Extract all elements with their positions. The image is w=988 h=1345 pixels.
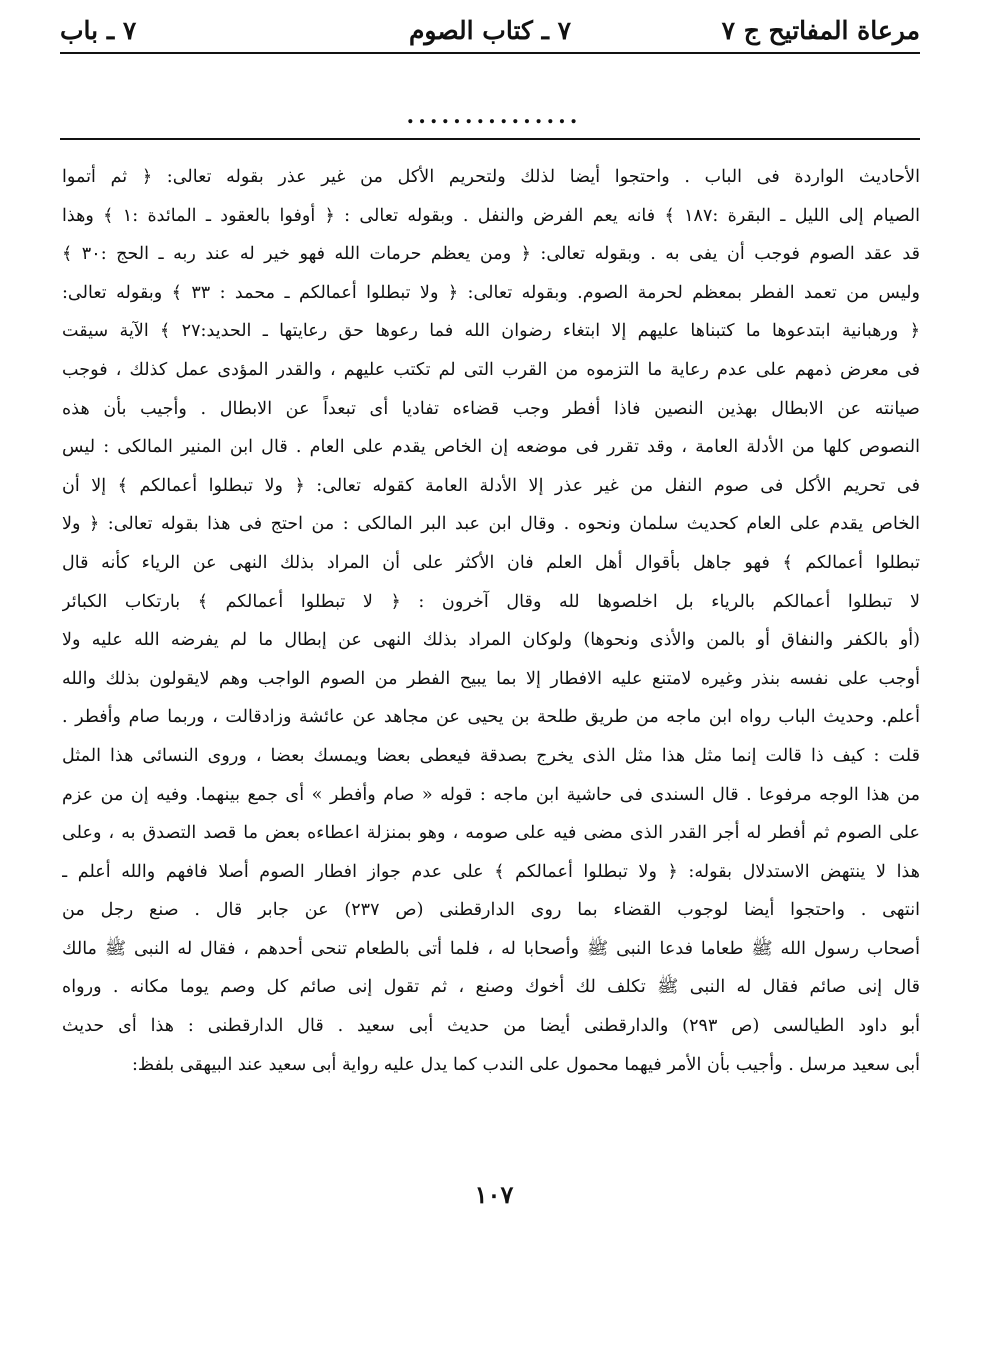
chapter-title: ٧ ـ كتاب الصوم bbox=[408, 16, 572, 45]
text-line: من هذا الوجه مرفوعا . قال السندى فى حاشية ابن ماجه : قوله « صام وأفطر » أى جمع بينهما. وفيه إن من عزم bbox=[62, 784, 920, 805]
text-line: أصحاب رسول الله ﷺ طعاما فدعا النبى ﷺ وأصحابا له ، فلما أتى بالطعام تنحى أحدهم ، فقال له النبى ﷺ مالك bbox=[62, 938, 920, 959]
text-line: الأحاديث الواردة فى الباب . واحتجوا أيضا لذلك ولتحريم الأكل من غير عذر بقوله تعالى: ﴿ ثم أتموا bbox=[62, 167, 920, 187]
text-line: لا تبطلوا أعمالكم بالرياء بل اخلصوها لله وقال آخرون : ﴿ لا تبطلوا أعمالكم ﴾ بارتكاب الكبائر bbox=[62, 591, 920, 612]
text-line: قلت : كيف ذا قالت إنما مثل هذا مثل الذى يخرج بصدقة فيعطى بعضا ويمسك بعضا ، وروى النسائى هذا المثل bbox=[62, 745, 920, 766]
section-rule bbox=[60, 138, 920, 140]
text-line: صيانته عن الابطال بهذين النصين فاذا أفطر وجب قضاءه تفاديا أى تبعداً عن الابطال . وأجيب بأن هذه bbox=[62, 398, 920, 419]
text-line: قد عقد الصوم فوجب أن يفى به . وبقوله تعالى: ﴿ ومن يعظم حرمات الله فهو خير له عند ربه ـ الحج :٣٠ ﴾ bbox=[62, 244, 920, 265]
header-rule bbox=[60, 52, 920, 54]
book-title: مرعاة المفاتيح ج ٧ bbox=[721, 16, 920, 45]
text-line: هذا لا ينتهض الاستدلال بقوله: ﴿ ولا تبطلوا أعمالكم ﴾ على عدم جواز افطار الصوم أصلا فافهم والله أعلم ـ bbox=[62, 861, 920, 882]
section-title: ٧ ـ باب bbox=[60, 16, 137, 45]
page-number: ١٠٧ bbox=[474, 1180, 514, 1209]
ornament-dots: ............... bbox=[406, 103, 582, 129]
text-line: أوجب على نفسه بنذر وغيره لامتنع عليه الافطار إلا بما يبيح الفطر من الصوم الواجب وهم لايقولون بذلك والله bbox=[62, 668, 920, 689]
text-line: أبى سعيد مرسل . وأجيب بأن الأمر فيهما محمول على الندب كما يدل عليه رواية أبى سعيد عند البيهقى بلفظ: bbox=[131, 1054, 920, 1075]
text-line: قال إنى صائم فقال له النبى ﷺ تكلف لك أخوك وصنع ، ثم تقول إنى صائم كل وصم يوما مكانه . ورواه bbox=[62, 977, 920, 998]
text-line: انتهى . واحتجوا أيضا لوجوب القضاء بما روى الدارقطنى (ص ٢٣٧) عن جابر قال . صنع رجل من bbox=[62, 900, 920, 921]
text-line: الصيام إلى الليل ـ البقرة :١٨٧ ﴾ فانه يعم الفرض والنفل . وبقوله تعالى : ﴿ أوفوا بالعقود ـ المائدة :١ ﴾ وهذا bbox=[62, 205, 920, 226]
text-line: أبو داود الطيالسى (ص ٢٩٣) والدارقطنى أيضا من حديث أبى سعيد . قال الدارقطنى : هذا أى حديث bbox=[62, 1016, 920, 1037]
commentary-text bbox=[62, 158, 920, 1084]
text-line: على الصوم ثم أفطر له أجر القدر الذى مضى فيه على صومه ، وهو بمنزلة اعطاءه بعض ما قصد التصدق به ، وعلى bbox=[62, 823, 920, 844]
text-line: الخاص يقدم على العام كحديث سلمان ونحوه . وقال ابن عبد البر المالكى : من احتج فى هذا بقوله تعالى: ﴿ ولا bbox=[62, 514, 920, 535]
running-header bbox=[60, 8, 920, 52]
text-line: (أو بالكفر والنفاق أو بالمن والأذى ونحوها) ولوكان المراد بذلك النهى عن إبطال ما لم يفرضه الله عليه ولا bbox=[62, 630, 920, 651]
text-line: فى تحريم الأكل فى صوم النفل من غير عذر إلا الأدلة العامة كقوله تعالى: ﴿ ولا تبطلوا أعمالكم ﴾ إلا أن bbox=[62, 475, 920, 496]
text-line: وليس من تعمد الفطر بمعظم لحرمة الصوم. وبقوله تعالى: ﴿ ولا تبطلوا أعمالكم ـ محمد : ٣٣ ﴾ وبقوله تعالى: bbox=[62, 282, 920, 303]
text-line: ﴿ ورهبانية ابتدعوها ما كتبناها عليهم إلا ابتغاء رضوان الله فما رعوها حق رعايتها ـ الحديد:٢٧ ﴾ الآية سيقت bbox=[62, 321, 920, 342]
text-line: أعلم. وحديث الباب رواه ابن ماجه من طريق طلحة بن يحيى عن مجاهد عن عائشة وزادقالت ، وربما صام وأفطر . bbox=[62, 707, 920, 728]
text-line: النصوص كلها من الأدلة العامة ، وقد تقرر فى موضعه إن الخاص يقدم على العام . قال ابن المنير المالكى : ليس bbox=[62, 437, 920, 458]
text-line: فى معرض ذمهم على عدم رعاية ما التزموه من القرب التى لم تكتب عليهم ، والقدر المؤدى عمل كذلك ، فوجب bbox=[62, 359, 920, 380]
text-line: تبطلوا أعمالكم ﴾ فهو جاهل بأقوال أهل العلم فان الأكثر على أن المراد بذلك النهى عن الرياء كأنه قال bbox=[62, 552, 920, 573]
